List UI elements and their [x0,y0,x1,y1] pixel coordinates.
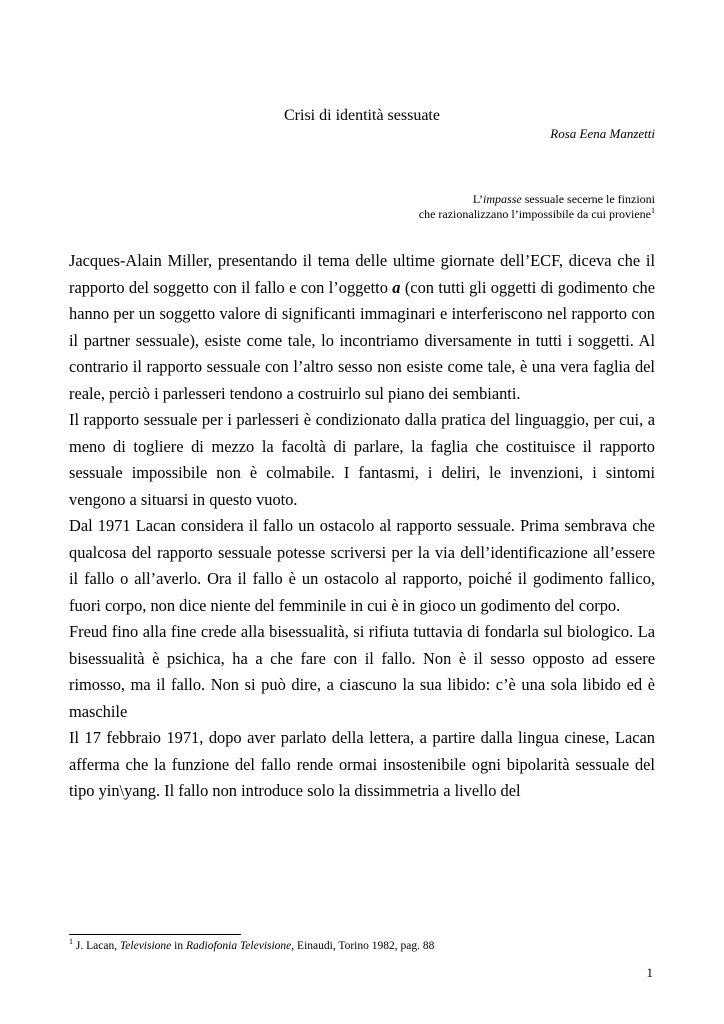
footnote [69,939,434,953]
paragraph-1-after: (con tutti gli oggetti di godimento che hanno per un soggetto valore di significanti immaginari e interferiscono nel rapporto con il partner sessuale), esiste come tale, lo incontriamo diversamente in tutti i soggetti. Al contrario il rapporto sessuale con l’altro sesso non esiste come tale, è una vera faglia del reale, perciò i parlesseri tendono a costruirlo sul piano dei sembianti. [69,277,655,403]
footnote-work-title-2: Radiofonia Televisione [185,940,292,952]
paragraph-3: Dal 1971 Lacan considera il fallo un ostacolo al rapporto sessuale. Prima sembrava che qualcosa del rapporto sessuale potesse scriversi per la via dell’identificazione all’essere il fallo o all’averlo. Ora il fallo è un ostacolo al rapporto, poiché il godimento fallico, fuori corpo, non dice niente del femminile in cui è in gioco un godimento del corpo. [69,516,655,615]
object-a-symbol: a [392,277,401,297]
footnote-suffix: , Einaudi, Torino 1982, pag. 88 [291,940,435,952]
paragraph-2: Il rapporto sessuale per i parlesseri è condizionato dalla pratica del linguaggio, per cui, a meno di togliere di mezzo la facoltà di parlare, la faglia che costituisce il rapporto sessuale impossibile non è colmabile. I fantasmi, i deliri, le invenzioni, i sintomi vengono a situarsi in questo vuoto. [69,410,655,509]
paragraph-5: Il 17 febbraio 1971, dopo aver parlato della lettera, a partire dalla lingua cinese, Lacan afferma che la funzione del fallo rende ormai insostenibile ogni bipolarità sessuale del tipo yin\yang. Il fallo non introduce solo la dissimmetria a livello del [69,728,655,800]
epigraph-line-2-text: che razionalizzano l’impossibile da cui proviene [418,207,651,221]
footnote-mid: in [171,940,186,952]
footnote-number: 1 [69,937,73,947]
page-number: 1 [646,965,653,980]
footnote-work-title-1: Televisione [119,940,172,952]
epigraph-italic-word: impasse [483,192,522,206]
epigraph-prefix: L’ [472,192,484,206]
author-name: Rosa Eena Manzetti [550,126,655,141]
epigraph-line-1 [419,192,655,207]
footnote-reference[interactable]: 1 [651,206,655,215]
epigraph [419,192,655,222]
body-text [69,248,655,805]
epigraph-line-1-rest: sessuale secerne le finzioni [521,192,655,206]
paragraph-1-before: Jacques-Alain Miller, presentando il tema delle ultime giornate dell’ECF, diceva che il rapporto del soggetto con il fallo e con l’oggetto [69,251,655,297]
epigraph-line-2 [419,207,655,222]
document-title: Crisi di identità sessuate [284,107,440,124]
footnote-separator [69,934,241,935]
footnote-prefix: J. Lacan, [73,940,120,952]
paragraph-4: Freud fino alla fine crede alla bisessualità, si rifiuta tuttavia di fondarla sul biologico. La bisessualità è psichica, ha a che fare con il fallo. Non è il sesso opposto ad essere rimosso, ma il fallo. Non si può dire, a ciascuno la sua libido: c’è una sola libido ed è maschile [69,622,655,721]
paragraph-1 [69,248,655,407]
